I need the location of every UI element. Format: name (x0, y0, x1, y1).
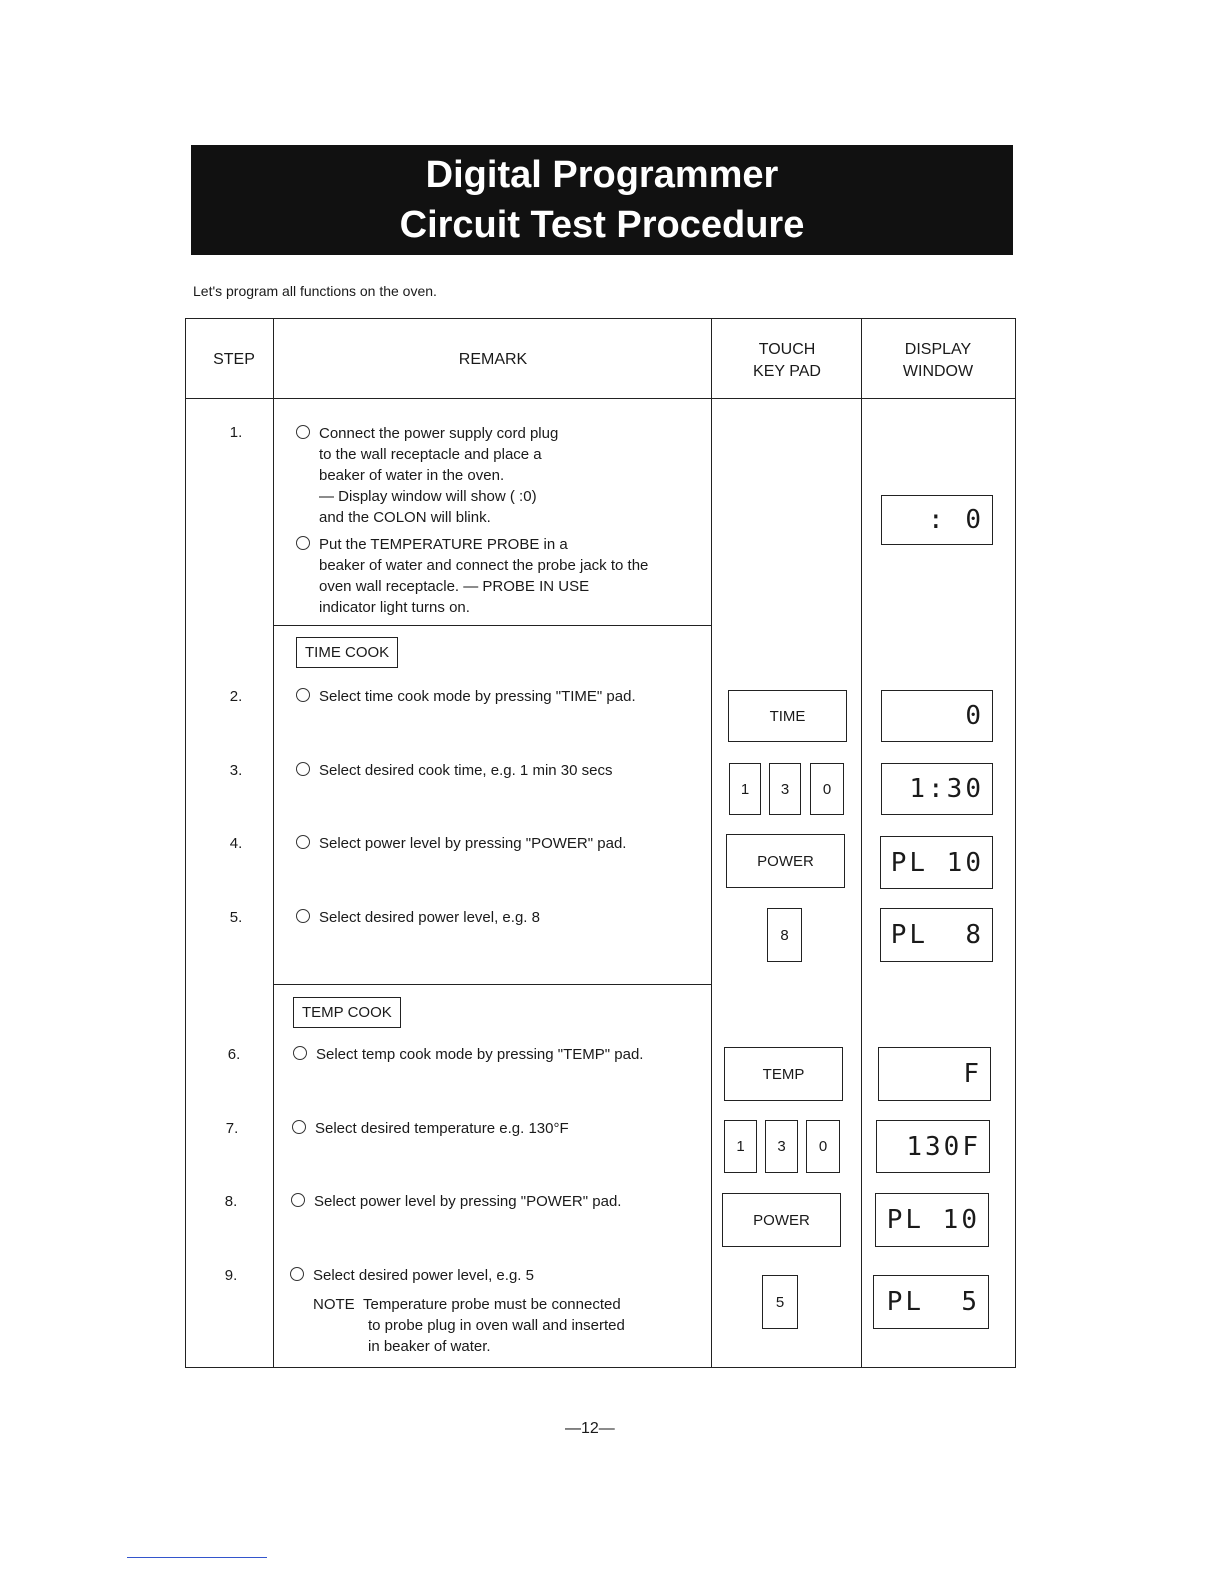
bullet-circle-icon (296, 536, 310, 550)
bullet-circle-icon (296, 909, 310, 923)
step-1-remark: Connect the power supply cord plug to the wall receptacle and place a beaker of water in the oven. — Display window will show ( :0) and the COLON will blink. Put the TEMPERATURE PROBE in a beaker of water and connect the probe jack to the oven wall receptacle. — PROBE IN USE indicator light turns on. (296, 423, 706, 618)
step-9-number: 9. (224, 1267, 238, 1284)
step-1-bullet-2: Put the TEMPERATURE PROBE in a (296, 534, 706, 555)
header-divider (185, 398, 1016, 399)
header-display (863, 339, 1013, 383)
column-divider-keypad (861, 318, 862, 1368)
power-key[interactable]: POWER (726, 834, 845, 888)
digit-key-5[interactable]: 5 (762, 1275, 798, 1329)
step-8-display: PL 10 (875, 1193, 989, 1247)
title-banner (191, 145, 1013, 255)
step-5-display: PL 8 (880, 908, 993, 962)
digit-key-1[interactable]: 1 (724, 1120, 757, 1173)
column-divider-step (273, 318, 274, 1368)
header-display-line1: DISPLAY (904, 341, 972, 358)
step-1-number: 1. (229, 424, 243, 441)
header-display-line2: WINDOW (902, 363, 974, 380)
digit-key-0[interactable]: 0 (810, 763, 844, 815)
time-key[interactable]: TIME (728, 690, 847, 742)
bullet-circle-icon (296, 688, 310, 702)
page-number: —12— (565, 1420, 615, 1437)
header-keypad-line2: KEY PAD (753, 363, 821, 380)
temp-key[interactable]: TEMP (724, 1047, 843, 1101)
step-7-display: 130F (876, 1120, 990, 1173)
bullet-circle-icon (291, 1193, 305, 1207)
step-1-bullet-1: Connect the power supply cord plug (296, 423, 706, 444)
step-9-remark: Select desired power level, e.g. 5 (290, 1265, 702, 1286)
column-divider-remark (711, 318, 712, 1368)
bullet-circle-icon (296, 835, 310, 849)
footnote-divider (127, 1557, 267, 1558)
digit-key-1[interactable]: 1 (729, 763, 761, 815)
step-2-display: 0 (881, 690, 993, 742)
step-4-display: PL 10 (880, 836, 993, 889)
step-7-remark: Select desired temperature e.g. 130°F (292, 1118, 704, 1139)
note-label: NOTE (313, 1296, 355, 1313)
probe-note: NOTE Temperature probe must be connected to probe plug in oven wall and inserted in beaker of water. (313, 1296, 625, 1355)
digit-key-0[interactable]: 0 (806, 1120, 840, 1173)
bullet-circle-icon (296, 762, 310, 776)
step-7-number: 7. (225, 1120, 239, 1137)
digit-key-3[interactable]: 3 (765, 1120, 798, 1173)
step-6-display: F (878, 1047, 991, 1101)
step-5-remark: Select desired power level, e.g. 8 (296, 907, 706, 928)
title-line-1: Digital Programmer (425, 154, 779, 196)
step-4-number: 4. (229, 835, 243, 852)
digit-key-3[interactable]: 3 (769, 763, 801, 815)
step-5-number: 5. (229, 909, 243, 926)
step-2-number: 2. (229, 688, 243, 705)
bullet-circle-icon (296, 425, 310, 439)
power-key[interactable]: POWER (722, 1193, 841, 1247)
temp-cook-label: TEMP COOK (293, 997, 401, 1028)
bullet-circle-icon (290, 1267, 304, 1281)
time-cook-label: TIME COOK (296, 637, 398, 668)
step-3-number: 3. (229, 762, 243, 779)
bullet-circle-icon (293, 1046, 307, 1060)
bullet-circle-icon (292, 1120, 306, 1134)
step-3-remark: Select desired cook time, e.g. 1 min 30 secs (296, 760, 706, 781)
step-6-number: 6. (227, 1046, 241, 1063)
step-8-remark: Select power level by pressing "POWER" pad. (291, 1191, 703, 1212)
step-3-display: 1:30 (881, 763, 993, 815)
step-4-remark: Select power level by pressing "POWER" pad. (296, 833, 706, 854)
step-8-number: 8. (224, 1193, 238, 1210)
step-9-display: PL 5 (873, 1275, 989, 1329)
header-keypad (713, 339, 861, 383)
header-step: STEP (213, 351, 255, 368)
step-2-remark: Select time cook mode by pressing "TIME" pad. (296, 686, 706, 707)
header-keypad-line1: TOUCH (758, 341, 816, 358)
section-divider-time (273, 625, 711, 626)
title-line-2: Circuit Test Procedure (399, 204, 805, 246)
section-divider-temp (273, 984, 711, 985)
intro-text: Let's program all functions on the oven. (193, 283, 437, 299)
digit-key-8[interactable]: 8 (767, 908, 802, 962)
step-1-display: : 0 (881, 495, 993, 545)
header-remark: REMARK (458, 351, 528, 368)
step-6-remark: Select temp cook mode by pressing "TEMP" pad. (293, 1044, 705, 1065)
